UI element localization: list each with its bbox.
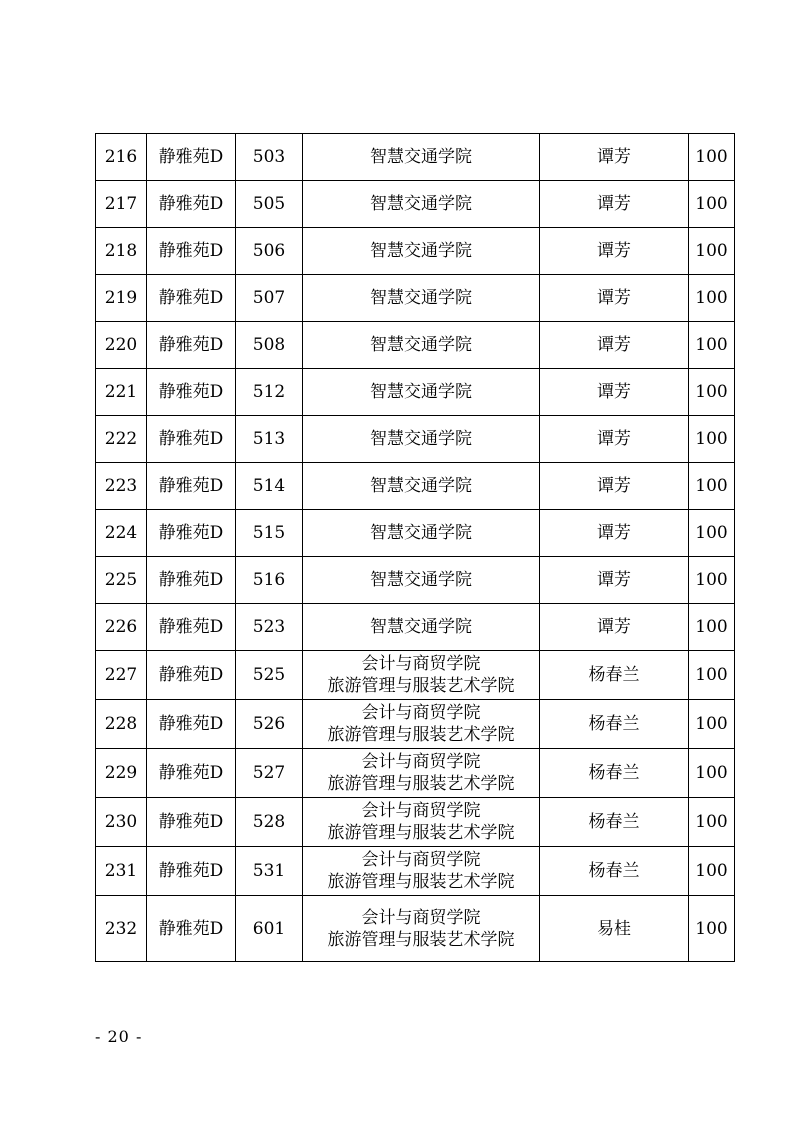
department-line: 智慧交通学院 <box>370 288 472 308</box>
cell-room: 601 <box>236 896 303 962</box>
cell-room: 523 <box>236 604 303 651</box>
table-row <box>96 847 735 896</box>
cell-department <box>303 847 540 896</box>
cell-score: 100 <box>689 557 735 604</box>
cell-room: 525 <box>236 651 303 700</box>
department-line: 会计与商贸学院 <box>361 850 481 870</box>
cell-room: 508 <box>236 322 303 369</box>
department-line: 智慧交通学院 <box>370 147 472 167</box>
cell-building: 静雅苑D <box>147 651 236 700</box>
cell-room: 512 <box>236 369 303 416</box>
cell-number: 229 <box>96 749 147 798</box>
cell-department <box>303 700 540 749</box>
table-row <box>96 416 735 463</box>
cell-score: 100 <box>689 604 735 651</box>
table-row <box>96 463 735 510</box>
department-line: 智慧交通学院 <box>370 382 472 402</box>
cell-score: 100 <box>689 798 735 847</box>
cell-person: 谭芳 <box>540 510 689 557</box>
cell-number: 224 <box>96 510 147 557</box>
cell-department <box>303 896 540 962</box>
cell-person: 易桂 <box>540 896 689 962</box>
cell-room: 514 <box>236 463 303 510</box>
cell-room: 531 <box>236 847 303 896</box>
table-row <box>96 700 735 749</box>
cell-room: 527 <box>236 749 303 798</box>
table-row <box>96 651 735 700</box>
department-line: 旅游管理与服装艺术学院 <box>327 823 515 843</box>
cell-score: 100 <box>689 510 735 557</box>
cell-building: 静雅苑D <box>147 557 236 604</box>
department-line: 会计与商贸学院 <box>361 801 481 821</box>
department-line: 智慧交通学院 <box>370 523 472 543</box>
cell-number: 219 <box>96 275 147 322</box>
cell-person: 杨春兰 <box>540 847 689 896</box>
cell-room: 507 <box>236 275 303 322</box>
department-line: 智慧交通学院 <box>370 617 472 637</box>
cell-room: 505 <box>236 181 303 228</box>
cell-number: 220 <box>96 322 147 369</box>
table-row <box>96 510 735 557</box>
cell-department <box>303 228 540 275</box>
cell-score: 100 <box>689 275 735 322</box>
table-row <box>96 604 735 651</box>
cell-room: 506 <box>236 228 303 275</box>
table-row <box>96 369 735 416</box>
cell-score: 100 <box>689 181 735 228</box>
department-line: 智慧交通学院 <box>370 429 472 449</box>
cell-number: 222 <box>96 416 147 463</box>
cell-department <box>303 604 540 651</box>
cell-building: 静雅苑D <box>147 275 236 322</box>
cell-building: 静雅苑D <box>147 798 236 847</box>
table-row <box>96 275 735 322</box>
department-line: 旅游管理与服装艺术学院 <box>327 774 515 794</box>
cell-department <box>303 510 540 557</box>
department-line: 旅游管理与服装艺术学院 <box>327 676 515 696</box>
department-line: 旅游管理与服装艺术学院 <box>327 872 515 892</box>
table-row <box>96 749 735 798</box>
department-line: 智慧交通学院 <box>370 335 472 355</box>
table-body <box>96 134 735 962</box>
cell-person: 谭芳 <box>540 322 689 369</box>
cell-building: 静雅苑D <box>147 463 236 510</box>
cell-department <box>303 651 540 700</box>
cell-building: 静雅苑D <box>147 369 236 416</box>
cell-department <box>303 181 540 228</box>
cell-room: 526 <box>236 700 303 749</box>
cell-building: 静雅苑D <box>147 847 236 896</box>
cell-number: 221 <box>96 369 147 416</box>
cell-score: 100 <box>689 416 735 463</box>
cell-number: 218 <box>96 228 147 275</box>
page-number: - 20 - <box>95 1027 143 1046</box>
cell-score: 100 <box>689 228 735 275</box>
cell-score: 100 <box>689 700 735 749</box>
cell-department <box>303 798 540 847</box>
cell-score: 100 <box>689 322 735 369</box>
cell-room: 528 <box>236 798 303 847</box>
cell-room: 513 <box>236 416 303 463</box>
cell-department <box>303 134 540 181</box>
cell-department <box>303 416 540 463</box>
table-row <box>96 181 735 228</box>
table-row <box>96 557 735 604</box>
cell-person: 谭芳 <box>540 134 689 181</box>
cell-number: 231 <box>96 847 147 896</box>
cell-person: 谭芳 <box>540 416 689 463</box>
cell-person: 杨春兰 <box>540 798 689 847</box>
department-line: 智慧交通学院 <box>370 476 472 496</box>
cell-number: 216 <box>96 134 147 181</box>
cell-number: 226 <box>96 604 147 651</box>
cell-department <box>303 275 540 322</box>
dormitory-score-table <box>95 133 735 962</box>
cell-department <box>303 369 540 416</box>
department-line: 旅游管理与服装艺术学院 <box>327 929 515 950</box>
cell-number: 232 <box>96 896 147 962</box>
cell-score: 100 <box>689 896 735 962</box>
cell-department <box>303 749 540 798</box>
cell-person: 谭芳 <box>540 604 689 651</box>
cell-room: 503 <box>236 134 303 181</box>
cell-person: 谭芳 <box>540 181 689 228</box>
cell-number: 217 <box>96 181 147 228</box>
cell-building: 静雅苑D <box>147 181 236 228</box>
cell-building: 静雅苑D <box>147 322 236 369</box>
cell-score: 100 <box>689 134 735 181</box>
table-row <box>96 322 735 369</box>
cell-person: 谭芳 <box>540 463 689 510</box>
cell-department <box>303 463 540 510</box>
cell-building: 静雅苑D <box>147 510 236 557</box>
cell-building: 静雅苑D <box>147 604 236 651</box>
cell-building: 静雅苑D <box>147 134 236 181</box>
cell-person: 杨春兰 <box>540 651 689 700</box>
department-line: 旅游管理与服装艺术学院 <box>327 725 515 745</box>
cell-number: 223 <box>96 463 147 510</box>
cell-building: 静雅苑D <box>147 416 236 463</box>
cell-score: 100 <box>689 749 735 798</box>
table-row <box>96 896 735 962</box>
cell-person: 谭芳 <box>540 557 689 604</box>
department-line: 会计与商贸学院 <box>361 703 481 723</box>
cell-number: 225 <box>96 557 147 604</box>
department-line: 智慧交通学院 <box>370 194 472 214</box>
cell-number: 227 <box>96 651 147 700</box>
cell-score: 100 <box>689 651 735 700</box>
department-line: 会计与商贸学院 <box>361 907 481 928</box>
cell-score: 100 <box>689 847 735 896</box>
cell-person: 杨春兰 <box>540 749 689 798</box>
cell-person: 杨春兰 <box>540 700 689 749</box>
department-line: 智慧交通学院 <box>370 570 472 590</box>
cell-building: 静雅苑D <box>147 749 236 798</box>
cell-score: 100 <box>689 369 735 416</box>
table-row <box>96 228 735 275</box>
department-line: 会计与商贸学院 <box>361 752 481 772</box>
cell-building: 静雅苑D <box>147 700 236 749</box>
department-line: 会计与商贸学院 <box>361 654 481 674</box>
cell-room: 516 <box>236 557 303 604</box>
cell-room: 515 <box>236 510 303 557</box>
cell-building: 静雅苑D <box>147 896 236 962</box>
cell-number: 230 <box>96 798 147 847</box>
department-line: 智慧交通学院 <box>370 241 472 261</box>
cell-score: 100 <box>689 463 735 510</box>
cell-number: 228 <box>96 700 147 749</box>
cell-person: 谭芳 <box>540 228 689 275</box>
cell-department <box>303 557 540 604</box>
table-row <box>96 798 735 847</box>
table-row <box>96 134 735 181</box>
cell-person: 谭芳 <box>540 275 689 322</box>
cell-person: 谭芳 <box>540 369 689 416</box>
cell-building: 静雅苑D <box>147 228 236 275</box>
cell-department <box>303 322 540 369</box>
